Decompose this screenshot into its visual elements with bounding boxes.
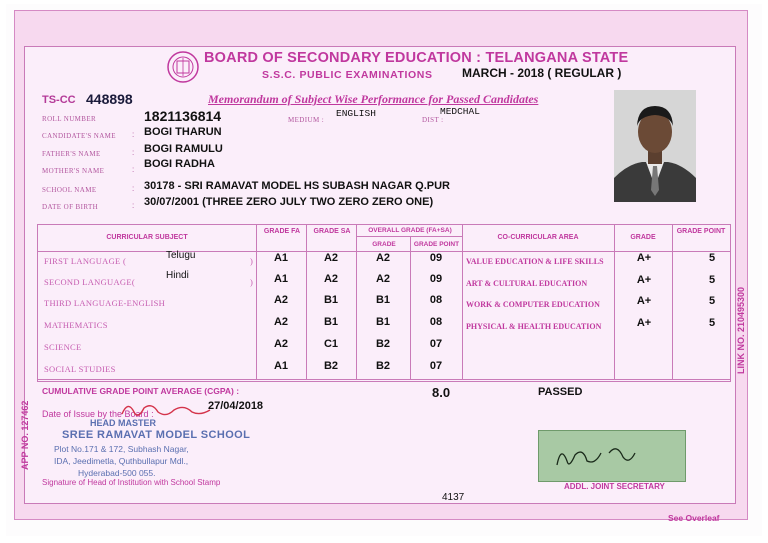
header-cocurricular: CO-CURRICULAR AREA <box>497 234 579 241</box>
board-title: BOARD OF SECONDARY EDUCATION : TELANGANA STATE <box>204 50 629 66</box>
cocurricular-grade-point: 5 <box>708 252 716 264</box>
see-overleaf: See Overleaf <box>668 513 720 523</box>
memo-title: Memorandum of Subject Wise Performance for Passed Candidates <box>208 92 539 106</box>
roll-number: 1821136814 <box>144 108 222 124</box>
grade-fa: A1 <box>273 273 289 285</box>
subject-close: ) <box>250 256 254 266</box>
exam-session: MARCH - 2018 ( REGULAR ) <box>462 66 622 80</box>
grade-sa: B1 <box>323 316 339 328</box>
cocurricular-grade-point: 5 <box>708 274 716 286</box>
overall-grade: B1 <box>375 294 391 306</box>
signature-label: Signature of Head of Institution with School Stamp <box>42 478 221 487</box>
dob-label: DATE OF BIRTH <box>42 203 99 211</box>
divider <box>38 379 730 380</box>
overall-grade-point: 08 <box>429 316 443 328</box>
result-status: PASSED <box>538 386 583 398</box>
colon: : <box>132 201 135 210</box>
father-name: BOGI RAMULU <box>144 143 223 155</box>
grade-fa: A1 <box>273 360 289 372</box>
issue-date: 27/04/2018 <box>208 400 264 412</box>
divider <box>614 225 615 380</box>
divider <box>356 225 357 380</box>
cocurricular-grade: A+ <box>636 317 652 329</box>
cocurricular-grade-point: 5 <box>708 295 716 307</box>
subject-name: THIRD LANGUAGE-ENGLISH <box>44 298 166 308</box>
header-curricular: CURRICULAR SUBJECT <box>106 234 188 241</box>
overall-grade-point: 09 <box>429 273 443 285</box>
grade-sa: A2 <box>323 252 339 264</box>
cocurricular-area: PHYSICAL & HEALTH EDUCATION <box>466 322 602 331</box>
addl-secretary-label: ADDL. JOINT SECRETARY <box>564 482 665 491</box>
candidate-photo <box>614 90 696 202</box>
divider <box>462 225 463 380</box>
grade-fa: A2 <box>273 316 289 328</box>
grade-sa: C1 <box>323 338 339 350</box>
grade-sa: B2 <box>323 360 339 372</box>
overall-grade-point: 09 <box>429 252 443 264</box>
stamp-line-2: SREE RAMAVAT MODEL SCHOOL <box>62 429 251 441</box>
stamp-line-3: Plot No.171 & 172, Subhash Nagar, <box>54 444 189 454</box>
serial-prefix: TS-CC <box>42 94 76 106</box>
date-of-birth: 30/07/2001 (THREE ZERO JULY TWO ZERO ZERO ONE) <box>144 196 434 208</box>
cocurricular-area: ART & CULTURAL EDUCATION <box>466 279 588 288</box>
mother-name: BOGI RADHA <box>144 158 215 170</box>
medium-value: ENGLISH <box>336 108 376 119</box>
secretary-signature <box>538 430 686 482</box>
cgpa-label: CUMULATIVE GRADE POINT AVERAGE (CGPA) : <box>42 386 240 396</box>
cocurricular-area: WORK & COMPUTER EDUCATION <box>466 300 600 309</box>
school-name: 30178 - SRI RAMAVAT MODEL HS SUBASH NAGAR Q.PUR <box>144 180 451 192</box>
candidate-label: CANDIDATE'S NAME <box>42 132 116 140</box>
cocurricular-grade: A+ <box>636 274 652 286</box>
board-emblem-icon <box>166 50 200 84</box>
cocurricular-grade-point: 5 <box>708 317 716 329</box>
grade-fa: A1 <box>273 252 289 264</box>
header-co-grade-point: GRADE POINT <box>676 228 726 235</box>
overall-grade: A2 <box>375 252 391 264</box>
cgpa-value: 8.0 <box>432 385 451 400</box>
grade-fa: A2 <box>273 294 289 306</box>
cocurricular-grade: A+ <box>636 295 652 307</box>
overall-grade: B1 <box>375 316 391 328</box>
stamp-line-1: HEAD MASTER <box>90 418 157 428</box>
colon: : <box>132 184 135 193</box>
overall-grade: A2 <box>375 273 391 285</box>
bottom-number: 4137 <box>442 492 465 503</box>
medium-label: MEDIUM : <box>288 116 325 124</box>
dist-label: DIST : <box>422 116 444 124</box>
divider <box>306 225 307 380</box>
subject-name: SOCIAL STUDIES <box>44 364 116 374</box>
divider <box>357 236 462 237</box>
header-grade-sa: GRADE SA <box>313 228 351 235</box>
header-overall: OVERALL GRADE (FA+SA) <box>368 227 452 234</box>
stamp-line-4: IDA, Jeedimetla, Quthbullapur Mdl., <box>54 456 189 466</box>
grade-fa: A2 <box>273 338 289 350</box>
grade-sa: A2 <box>323 273 339 285</box>
school-label: SCHOOL NAME <box>42 186 97 194</box>
overall-grade-point: 07 <box>429 360 443 372</box>
divider <box>672 225 673 380</box>
header-overall-grade: GRADE <box>372 241 396 248</box>
overall-grade: B2 <box>375 360 391 372</box>
subject-name: FIRST LANGUAGE ( <box>44 256 127 266</box>
cocurricular-area: VALUE EDUCATION & LIFE SKILLS <box>466 257 604 266</box>
candidate-name: BOGI THARUN <box>144 126 222 138</box>
district-value: MEDCHAL <box>440 106 480 117</box>
subject-name: MATHEMATICS <box>44 320 108 330</box>
roll-label: ROLL NUMBER <box>42 115 97 123</box>
subject-language: Hindi <box>166 270 189 281</box>
header-grade-fa: GRADE FA <box>263 228 301 235</box>
subject-language: Telugu <box>166 250 196 261</box>
mother-label: MOTHER'S NAME <box>42 167 105 175</box>
stamp-line-5: Hyderabad-500 055. <box>78 468 156 478</box>
app-number: APP NO. 127462 <box>20 400 30 470</box>
colon: : <box>132 165 135 174</box>
father-label: FATHER'S NAME <box>42 150 101 158</box>
colon: : <box>132 130 135 139</box>
link-number: LINK NO. 210495300 <box>736 286 746 374</box>
overall-grade: B2 <box>375 338 391 350</box>
subject-name: SECOND LANGUAGE( <box>44 277 135 287</box>
header-co-grade: GRADE <box>630 234 656 241</box>
overall-grade-point: 07 <box>429 338 443 350</box>
exam-title: S.S.C. PUBLIC EXAMINATIONS <box>262 69 433 81</box>
cocurricular-grade: A+ <box>636 252 652 264</box>
serial-number: 448898 <box>86 91 133 107</box>
overall-grade-point: 08 <box>429 294 443 306</box>
subject-name: SCIENCE <box>44 342 82 352</box>
grade-sa: B1 <box>323 294 339 306</box>
subject-close: ) <box>250 277 254 287</box>
header-overall-grade-point: GRADE POINT <box>413 241 460 248</box>
divider <box>256 225 257 380</box>
colon: : <box>132 148 135 157</box>
issue-date-label: Date of Issue by the Board : <box>42 409 154 419</box>
divider <box>410 236 411 380</box>
